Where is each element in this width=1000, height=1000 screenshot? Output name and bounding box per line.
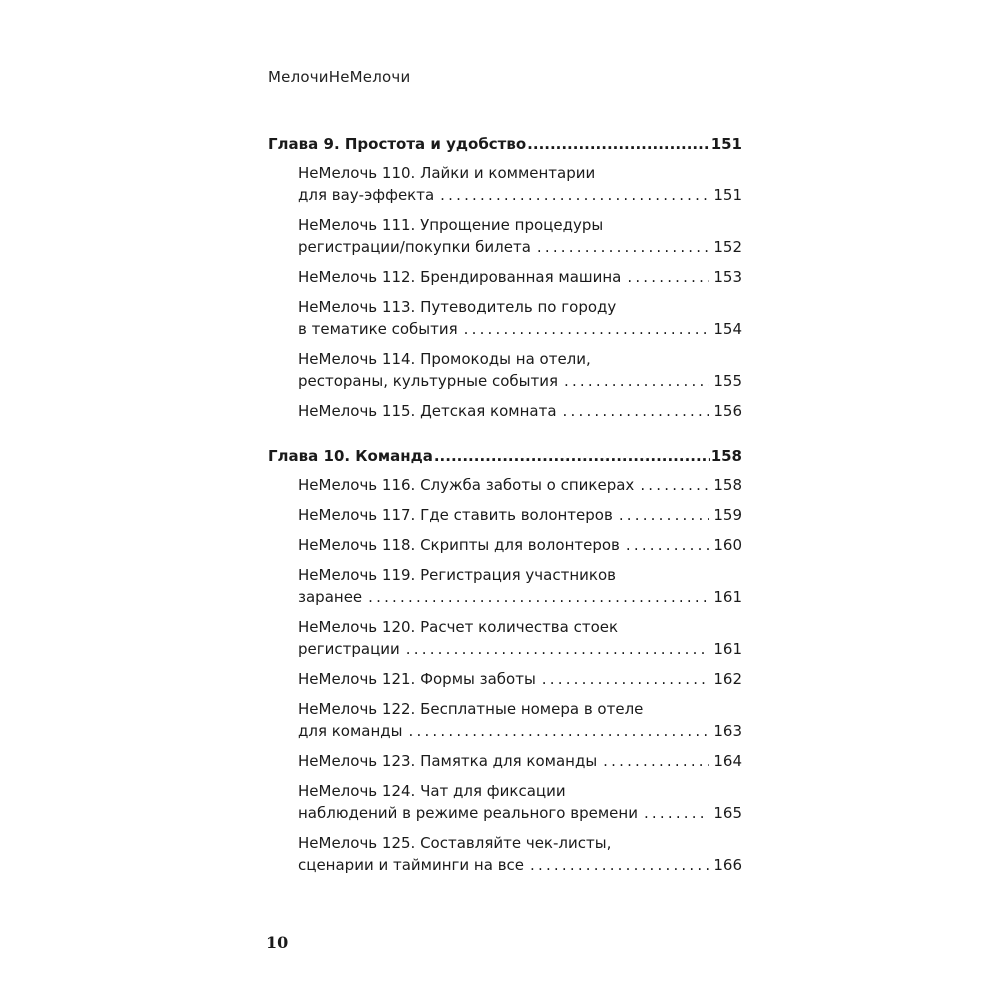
toc-entry[interactable] bbox=[268, 616, 742, 660]
chapter-heading[interactable] bbox=[268, 132, 742, 156]
entry-title-line2: регистрации/покупки билета bbox=[298, 238, 531, 256]
entry-title-line1: НеМелочь 125. Составляйте чек-листы, bbox=[298, 834, 612, 852]
entry-title-line1: НеМелочь 119. Регистрация участников bbox=[298, 566, 616, 584]
entry-page: 161 bbox=[713, 588, 742, 606]
toc-entry[interactable] bbox=[268, 348, 742, 392]
entry-page: 163 bbox=[713, 722, 742, 740]
toc-entry[interactable] bbox=[268, 832, 742, 876]
entry-title-line2: сценарии и тайминги на все bbox=[298, 856, 525, 874]
entry-page: 160 bbox=[713, 536, 742, 554]
toc-entry[interactable] bbox=[268, 780, 742, 824]
entry-title-line2: заранее bbox=[298, 588, 363, 606]
entry-title-line2: НеМелочь 117. Где ставить волонтеров bbox=[298, 506, 613, 524]
dot-leader bbox=[542, 668, 710, 690]
entry-title-line2: регистрации bbox=[298, 640, 400, 658]
toc-entry[interactable] bbox=[268, 162, 742, 206]
chapter-title: Глава 9. Простота и удобство bbox=[268, 135, 527, 153]
dot-leader bbox=[406, 638, 710, 660]
table-of-contents bbox=[268, 132, 742, 884]
entry-title-line2: НеМелочь 118. Скрипты для волонтеров bbox=[298, 536, 620, 554]
entry-page: 162 bbox=[713, 670, 742, 688]
toc-entry[interactable] bbox=[268, 474, 742, 496]
entry-page: 152 bbox=[713, 238, 742, 256]
dot-leader bbox=[626, 534, 709, 556]
entry-page: 166 bbox=[713, 856, 742, 874]
dot-leader bbox=[409, 720, 710, 742]
entry-title-line2: НеМелочь 121. Формы заботы bbox=[298, 670, 536, 688]
entry-page: 165 bbox=[713, 804, 742, 822]
entry-title-line1: НеМелочь 120. Расчет количества стоек bbox=[298, 618, 619, 636]
toc-entry[interactable] bbox=[268, 400, 742, 422]
entry-title-line1: НеМелочь 122. Бесплатные номера в отеле bbox=[298, 700, 644, 718]
toc-entry[interactable] bbox=[268, 296, 742, 340]
dot-leader bbox=[434, 444, 710, 468]
toc-entry[interactable] bbox=[268, 750, 742, 772]
entry-title-line1: НеМелочь 114. Промокоды на отели, bbox=[298, 350, 591, 368]
chapter-page: 158 bbox=[710, 447, 742, 465]
toc-entry[interactable] bbox=[268, 504, 742, 526]
entry-title-line2: в тематике события bbox=[298, 320, 458, 338]
entry-page: 164 bbox=[713, 752, 742, 770]
dot-leader bbox=[530, 854, 709, 876]
dot-leader bbox=[440, 184, 709, 206]
entry-title-line1: НеМелочь 113. Путеводитель по городу bbox=[298, 298, 617, 316]
entry-page: 154 bbox=[713, 320, 742, 338]
dot-leader bbox=[619, 504, 710, 526]
dot-leader bbox=[603, 750, 709, 772]
dot-leader bbox=[527, 132, 710, 156]
entry-page: 158 bbox=[713, 476, 742, 494]
page-number: 10 bbox=[266, 933, 289, 952]
chapter-title: Глава 10. Команда bbox=[268, 447, 433, 465]
chapter-page: 151 bbox=[710, 135, 742, 153]
entry-page: 153 bbox=[713, 268, 742, 286]
entry-page: 156 bbox=[713, 402, 742, 420]
entry-page: 159 bbox=[713, 506, 742, 524]
entry-page: 151 bbox=[713, 186, 742, 204]
entry-title-line2: НеМелочь 116. Служба заботы о спикерах bbox=[298, 476, 635, 494]
dot-leader bbox=[640, 474, 709, 496]
dot-leader bbox=[464, 318, 710, 340]
toc-entry[interactable] bbox=[268, 266, 742, 288]
entry-title-line1: НеМелочь 124. Чат для фиксации bbox=[298, 782, 566, 800]
dot-leader bbox=[563, 400, 710, 422]
entry-title-line2: НеМелочь 123. Памятка для команды bbox=[298, 752, 598, 770]
entry-page: 161 bbox=[713, 640, 742, 658]
dot-leader bbox=[644, 802, 709, 824]
chapter-heading[interactable] bbox=[268, 444, 742, 468]
entry-title-line2: НеМелочь 112. Брендированная машина bbox=[298, 268, 622, 286]
entry-title-line2: НеМелочь 115. Детская комната bbox=[298, 402, 557, 420]
toc-entry[interactable] bbox=[268, 668, 742, 690]
dot-leader bbox=[368, 586, 709, 608]
running-header: МелочиНеМелочи bbox=[268, 68, 411, 86]
entry-title-line1: НеМелочь 110. Лайки и комментарии bbox=[298, 164, 596, 182]
toc-entry[interactable] bbox=[268, 698, 742, 742]
entry-title-line2: наблюдений в режиме реального времени bbox=[298, 804, 638, 822]
entry-title-line2: для команды bbox=[298, 722, 403, 740]
entry-page: 155 bbox=[713, 372, 742, 390]
toc-entry[interactable] bbox=[268, 564, 742, 608]
entry-title-line2: рестораны, культурные события bbox=[298, 372, 558, 390]
toc-entry[interactable] bbox=[268, 534, 742, 556]
entry-title-line1: НеМелочь 111. Упрощение процедуры bbox=[298, 216, 604, 234]
dot-leader bbox=[564, 370, 709, 392]
entry-title-line2: для вау-эффекта bbox=[298, 186, 435, 204]
dot-leader bbox=[627, 266, 709, 288]
toc-entry[interactable] bbox=[268, 214, 742, 258]
dot-leader bbox=[537, 236, 709, 258]
